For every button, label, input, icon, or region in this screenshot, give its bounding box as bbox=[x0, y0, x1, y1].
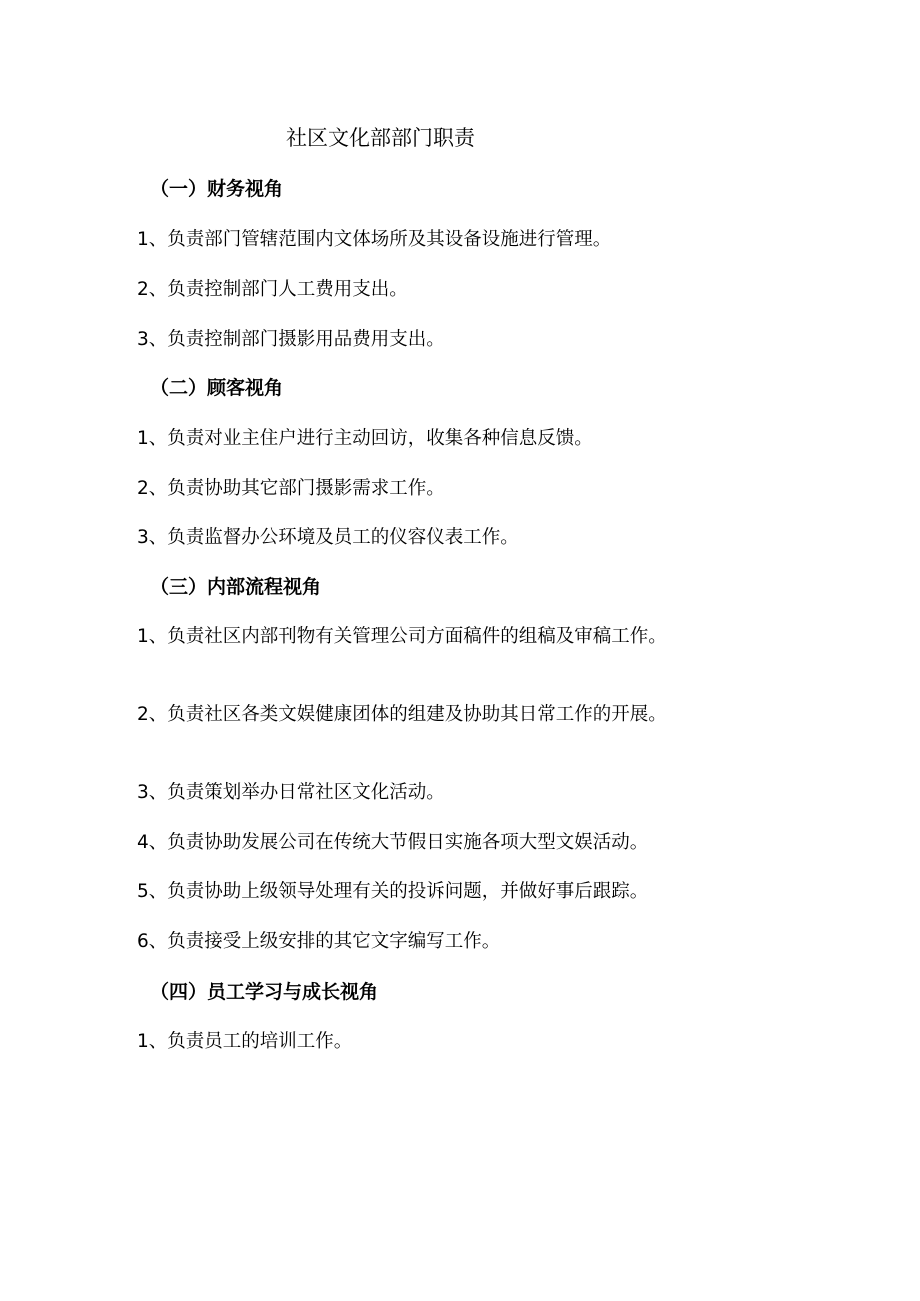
document-title: 社区文化部部门职责 bbox=[286, 126, 475, 150]
list-item: 1、负责对业主住户进行主动回访，收集各种信息反馈。 bbox=[137, 428, 593, 449]
list-item: 4、负责协助发展公司在传统大节假日实施各项大型文娱活动。 bbox=[137, 832, 649, 853]
list-item: 3、负责策划举办日常社区文化活动。 bbox=[137, 782, 445, 803]
list-item: 1、负责员工的培训工作。 bbox=[137, 1031, 353, 1052]
section-heading-finance: （一）财务视角 bbox=[150, 178, 284, 200]
list-item: 2、负责协助其它部门摄影需求工作。 bbox=[137, 478, 445, 499]
list-item: 2、负责控制部门人工费用支出。 bbox=[137, 279, 408, 300]
section-heading-process: （三）内部流程视角 bbox=[150, 576, 322, 598]
section-heading-customer: （二）顾客视角 bbox=[150, 377, 284, 399]
list-item: 6、负责接受上级安排的其它文字编写工作。 bbox=[137, 931, 501, 952]
list-item: 3、负责控制部门摄影用品费用支出。 bbox=[137, 329, 445, 350]
list-item: 3、负责监督办公环境及员工的仪容仪表工作。 bbox=[137, 527, 519, 548]
list-item: 2、负责社区各类文娱健康团体的组建及协助其日常工作的开展。 bbox=[137, 704, 667, 725]
list-item: 1、负责社区内部刊物有关管理公司方面稿件的组稿及审稿工作。 bbox=[137, 626, 667, 647]
list-item: 1、负责部门管辖范围内文体场所及其设备设施进行管理。 bbox=[137, 229, 612, 250]
list-item: 5、负责协助上级领导处理有关的投诉问题，并做好事后跟踪。 bbox=[137, 881, 649, 902]
section-heading-learning: （四）员工学习与成长视角 bbox=[150, 981, 379, 1003]
